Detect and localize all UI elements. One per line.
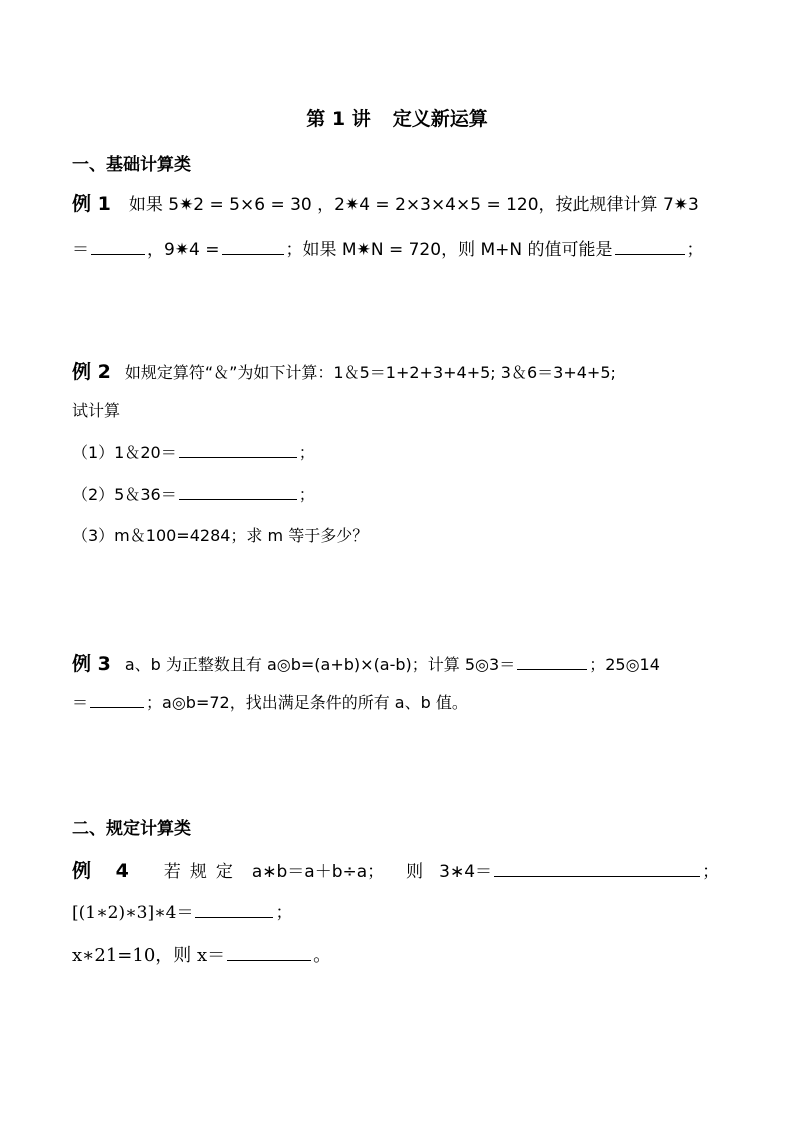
example-1-text: ；如果 M✷N = 720，则 M+N 的值可能是 (285, 240, 613, 260)
answer-blank[interactable] (615, 253, 685, 255)
example-2-question-1 (72, 440, 315, 463)
example-2-question-2 (72, 482, 315, 505)
question-text: （1）1＆20＝ (72, 443, 177, 462)
example-1-label: 例 1 (72, 193, 111, 215)
example-4-line-1 (72, 856, 719, 883)
example-4-formula: [(1∗2)∗3]∗4＝ (72, 903, 194, 923)
answer-blank[interactable] (222, 253, 284, 255)
punctuation: ； (702, 862, 720, 882)
section-heading-rule: 二、规定计算类 (72, 819, 191, 839)
example-3-label: 例 3 (72, 653, 111, 675)
example-4-text: 若规定 (163, 862, 242, 882)
example-2-line-2: 试计算 (72, 401, 121, 420)
punctuation: ； (686, 240, 704, 260)
punctuation: ； (298, 485, 315, 504)
example-4-line-3 (72, 941, 331, 967)
example-4-formula: a∗b＝a＋b÷a； (251, 862, 385, 882)
example-1-text: 如果 5✷2 = 5×6 = 30 ，2✷4 = 2×3×4×5 = 120，按此规律计算 7✷3 (128, 195, 699, 215)
example-2-text: 如规定算符“＆”为如下计算：1＆5＝1+2+3+4+5; 3＆6＝3+4+5; (124, 363, 616, 382)
answer-blank[interactable] (494, 875, 700, 877)
example-1-line-2 (72, 235, 704, 260)
example-1-line-1 (72, 189, 699, 216)
example-2-line-1 (72, 357, 616, 384)
example-2-label: 例 2 (72, 361, 111, 383)
punctuation: ； (298, 443, 315, 462)
answer-blank[interactable] (179, 498, 297, 500)
lecture-number: 第 1 讲 (306, 108, 371, 130)
punctuation: 。 (313, 945, 332, 966)
equals-sign: ＝ (72, 240, 89, 260)
example-4-text: 3∗4＝ (439, 862, 493, 882)
lecture-topic: 定义新运算 (392, 108, 488, 130)
example-4-formula: x∗21=10，则 x＝ (72, 945, 226, 966)
example-4-line-2 (72, 898, 292, 923)
example-4-text: 则 (406, 862, 424, 882)
question-text: （2）5＆36＝ (72, 485, 177, 504)
example-3-text: ；a◎b=72，找出满足条件的所有 a、b 值。 (146, 693, 468, 712)
example-1-text: ，9✷4 = (147, 240, 220, 260)
answer-blank[interactable] (227, 959, 311, 961)
answer-blank[interactable] (179, 456, 297, 458)
page-title (0, 104, 794, 131)
section-heading-basic: 一、基础计算类 (72, 155, 191, 175)
example-3-text: a、b 为正整数且有 a◎b=(a+b)×(a-b)；计算 5◎3＝ (124, 655, 516, 674)
example-3-text: ；25◎14 (589, 655, 660, 674)
answer-blank[interactable] (517, 668, 587, 670)
answer-blank[interactable] (91, 253, 145, 255)
example-2-question-3: （3）m＆100=4284；求 m 等于多少？ (72, 526, 369, 545)
example-4-label: 例 4 (72, 860, 138, 882)
example-3-line-1 (72, 649, 660, 676)
answer-blank[interactable] (90, 706, 144, 708)
equals-sign: ＝ (72, 693, 89, 712)
example-3-line-2 (72, 690, 468, 713)
punctuation: ； (275, 903, 293, 923)
answer-blank[interactable] (195, 916, 273, 918)
